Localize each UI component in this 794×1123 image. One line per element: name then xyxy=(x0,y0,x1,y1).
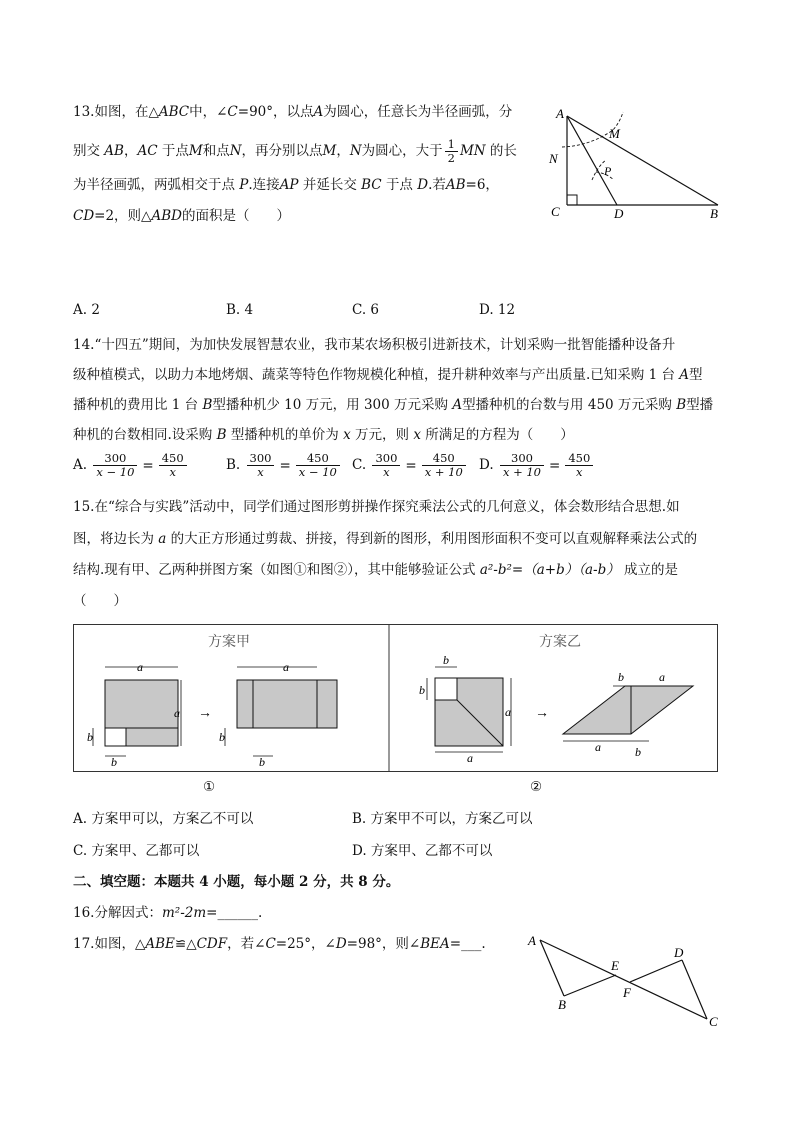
q13-triangle-figure xyxy=(540,100,740,225)
svg-text:b: b xyxy=(419,683,425,697)
q14-option-a[interactable]: A. $\frac{300}{x - 10}$ = $\frac{450}{x}$ xyxy=(73,451,189,480)
label-P: P xyxy=(604,164,612,178)
q13-option-c[interactable]: C. 6 xyxy=(352,302,380,318)
svg-text:a: a xyxy=(283,660,289,674)
q14-line1: 14.“十四五”期间，为加快发展智慧农业，我市某农场积极引进新技术，计划采购一批智能播种设备升 xyxy=(73,337,676,353)
q17-answer-blank[interactable]: ___ xyxy=(461,936,482,952)
section-2-heading: 二、填空题：本题共 4 小题，每小题 2 分，共 8 分。 xyxy=(73,874,400,890)
svg-text:a: a xyxy=(505,705,511,719)
q15-option-b[interactable]: B. 方案甲不可以，方案乙可以 xyxy=(352,811,533,827)
q13-option-d[interactable]: D. 12 xyxy=(479,302,516,318)
q15-line1: 15.在“综合与实践”活动中，同学们通过图形剪拼操作探究乘法公式的几何意义，体会数形结合思想.如 xyxy=(73,499,680,515)
q16: 16.分解因式：m²-2m=______. xyxy=(73,905,263,921)
svg-text:b: b xyxy=(618,670,624,684)
label-M: M xyxy=(609,126,620,141)
q15-line3: 结构.现有甲、乙两种拼图方案（如图①和图②），其中能够验证公式 a²-b²=（a+b）（a-b） 成立的是 xyxy=(73,562,679,578)
svg-text:a: a xyxy=(467,751,473,765)
q16-answer-blank[interactable]: ______ xyxy=(217,905,258,921)
label-B: B xyxy=(558,997,566,1012)
q14-line2: 级种植模式，以助力本地烤烟、蔬菜等特色作物规模化种植，提升耕种效率与产出质量.已知采购 1 台 A型 xyxy=(73,367,703,383)
panel-yi-title: 方案乙 xyxy=(539,635,581,650)
svg-text:b: b xyxy=(635,745,641,759)
label-D: D xyxy=(614,206,624,221)
q14-option-b[interactable]: B. $\frac{300}{x}$ = $\frac{450}{x - 10}$ xyxy=(226,451,342,480)
svg-text:b: b xyxy=(443,653,449,667)
svg-text:→: → xyxy=(535,706,549,721)
q15-line2: 图，将边长为 a 的大正方形通过剪裁、拼接，得到新的图形，利用图形面积不变可以直观解释乘法公式的 xyxy=(73,531,698,547)
q15-option-c[interactable]: C. 方案甲、乙都可以 xyxy=(73,843,200,859)
q14-line4: 种机的台数相同.设采购 B 型播种机的单价为 x 万元，则 x 所满足的方程为（ ） xyxy=(73,427,574,443)
svg-text:b: b xyxy=(87,730,93,744)
svg-text:→: → xyxy=(198,706,212,721)
svg-text:b: b xyxy=(111,755,117,769)
fig1-caption: ① xyxy=(203,779,216,795)
q13-line2: 别交 AB，AC 于点M和点N，再分别以点M，N为圆心，大于 $\frac{1}{2}$ MN 的长 xyxy=(73,137,517,165)
q15-line4: （ ） xyxy=(73,593,127,609)
fig2-caption: ② xyxy=(530,779,543,795)
svg-text:a: a xyxy=(659,670,665,684)
q17-triangles-figure xyxy=(520,928,730,1033)
svg-text:b: b xyxy=(219,730,225,744)
svg-text:a: a xyxy=(137,660,143,674)
q15-option-d[interactable]: D. 方案甲、乙都不可以 xyxy=(352,843,493,859)
label-B: B xyxy=(710,206,718,221)
q14-line3: 播种机的费用比 1 台 B型播种机少 10 万元，用 300 万元采购 A型播种机的台数与用 450 万元采购 B型播 xyxy=(73,397,714,413)
q14-option-d[interactable]: D. $\frac{300}{x + 10}$ = $\frac{450}{x}$ xyxy=(479,451,595,480)
label-N: N xyxy=(549,151,558,166)
q17: 17.如图，△ABE≌△CDF，若∠C=25°，∠D=98°，则∠BEA=___. xyxy=(73,936,486,952)
label-C: C xyxy=(709,1014,718,1029)
q13-line4: CD=2，则△ABD的面积是（ ） xyxy=(73,208,290,224)
q13-option-b[interactable]: B. 4 xyxy=(226,302,254,318)
label-A: A xyxy=(528,933,536,948)
label-A: A xyxy=(556,106,564,121)
half-fraction: $\frac{1}{2}$ xyxy=(445,138,458,165)
q14-option-c[interactable]: C. $\frac{300}{x}$ = $\frac{450}{x + 10}$ xyxy=(352,451,468,480)
label-D: D xyxy=(674,945,684,960)
q15-option-a[interactable]: A. 方案甲可以，方案乙不可以 xyxy=(73,811,254,827)
label-F: F xyxy=(623,985,631,1000)
svg-text:a: a xyxy=(595,740,601,754)
label-E: E xyxy=(611,958,619,973)
panel-jia-title: 方案甲 xyxy=(208,635,250,650)
label-C: C xyxy=(551,204,560,219)
q13-line3: 为半径画弧，两弧相交于点 P.连接AP 并延长交 BC 于点 D.若AB=6， xyxy=(73,177,499,193)
q13-option-a[interactable]: A. 2 xyxy=(73,302,100,318)
svg-text:a: a xyxy=(174,706,180,720)
q13-line1: 13.如图，在△ABC中，∠C=90°，以点A为圆心，任意长为半径画弧，分 xyxy=(73,104,513,120)
svg-text:b: b xyxy=(259,755,265,769)
q15-scheme-figure xyxy=(73,624,719,774)
